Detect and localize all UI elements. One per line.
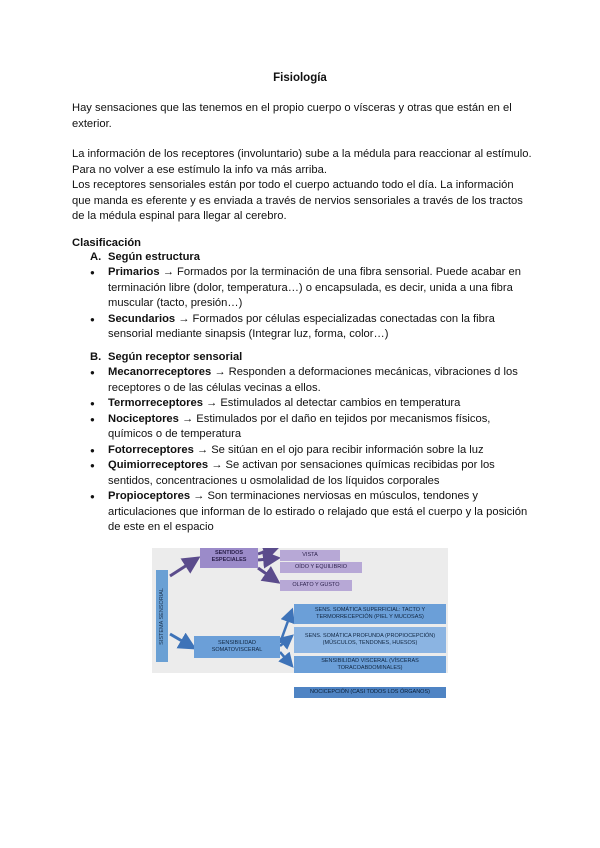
arrow-oido	[258, 558, 278, 560]
list-item: ● Fotorreceptores → Se sitúan en el ojo para recibir información sobre la luz	[90, 443, 530, 459]
arrow-olfato	[258, 568, 278, 582]
list-item: ● Termorreceptores → Estimulados al detectar cambios en temperatura	[90, 396, 530, 412]
list-item: ● Secundarios → Formados por células especializadas conectadas con la fibra sensorial mediante sinapsis (Integrar luz, forma, color…)	[90, 312, 530, 343]
receptor-list	[90, 365, 530, 536]
list-item: ● Nociceptores → Estimulados por el daño en tejidos por mecanismos físicos, químicos o de temperatura	[90, 412, 530, 443]
subsection-b-letter: B.	[90, 351, 102, 363]
oido-box: OÍDO Y EQUILIBRIO	[280, 562, 362, 573]
estructura-list	[90, 265, 530, 343]
subsection-a-letter: A.	[90, 251, 102, 263]
especiales-box: SENTIDOS ESPECIALES	[200, 548, 258, 568]
olfato-box: OLFATO Y GUSTO	[280, 580, 352, 591]
intro-paragraph-1: Hay sensaciones que las tenemos en el propio cuerpo o vísceras y otras que están en el exterior.	[72, 102, 512, 130]
section-heading-clasificacion: Clasificación	[72, 237, 142, 249]
profunda-box: SENS. SOMÁTICA PROFUNDA (PROPIOCEPCIÓN) (MÚSCULOS, TENDONES, HUESOS)	[294, 627, 446, 653]
arrow-root-somatovisceral	[170, 634, 194, 648]
sensory-system-diagram	[152, 548, 448, 673]
list-item: ● Quimiorreceptores → Se activan por sensaciones químicas recibidas por los sentidos, concentraciones u osmolalidad de los líquidos corporales	[90, 458, 530, 489]
intro-paragraph-3: Los receptores sensoriales están por todo el cuerpo actuando todo el día. La información que manda es eferente y es enviada a través de nervios sensoriales a través de los tractos de la médula espinal para llegar al cerebro.	[72, 179, 523, 222]
vista-box: VISTA	[280, 550, 340, 561]
visceral-box: SENSIBILIDAD VISCERAL (VÍSCERAS TORACOABDOMINALES)	[294, 656, 446, 673]
nocicepcion-box: NOCICEPCIÓN (CASI TODOS LOS ÓRGANOS)	[294, 687, 446, 698]
arrow-visceral	[280, 652, 292, 666]
arrow-vista	[258, 548, 278, 554]
intro-paragraph-2: La información de los receptores (involuntario) sube a la médula para reaccionar al estímulo. Para no volver a ese estímulo la info va más arriba.	[72, 148, 532, 176]
subsection-a-title: Según estructura	[108, 251, 201, 263]
list-item: ● Mecanorreceptores → Responden a deformaciones mecánicas, vibraciones d los receptores o de las células vecinas a ellos.	[90, 365, 530, 396]
somatovisceral-box: SENSIBILIDAD SOMATOVISCERAL	[194, 636, 280, 658]
arrow-root-especiales	[170, 558, 198, 576]
list-item: ● Propioceptores → Son terminaciones nerviosas en músculos, tendones y articulaciones que informan de lo estirado o relajado que está el cuerpo y la posición de este en el espacio	[90, 489, 530, 536]
superficial-box: SENS. SOMÁTICA SUPERFICIAL: TACTO Y TERMORRECEPCIÓN (PIEL Y MUCOSAS)	[294, 604, 446, 624]
root-box: SISTEMA SENSORIAL	[156, 570, 168, 662]
subsection-b-heading	[90, 350, 242, 366]
page-title: Fisiología	[273, 72, 327, 84]
list-item: ● Primarios → Formados por la terminación de una fibra sensorial. Puede acabar en terminación libre (dolor, temperatura…) o encapsulada, es decir, unida a una fibra muscular (tacto, presión…)	[90, 265, 530, 312]
subsection-b-title: Según receptor sensorial	[108, 351, 243, 363]
subsection-a-heading	[90, 250, 200, 266]
